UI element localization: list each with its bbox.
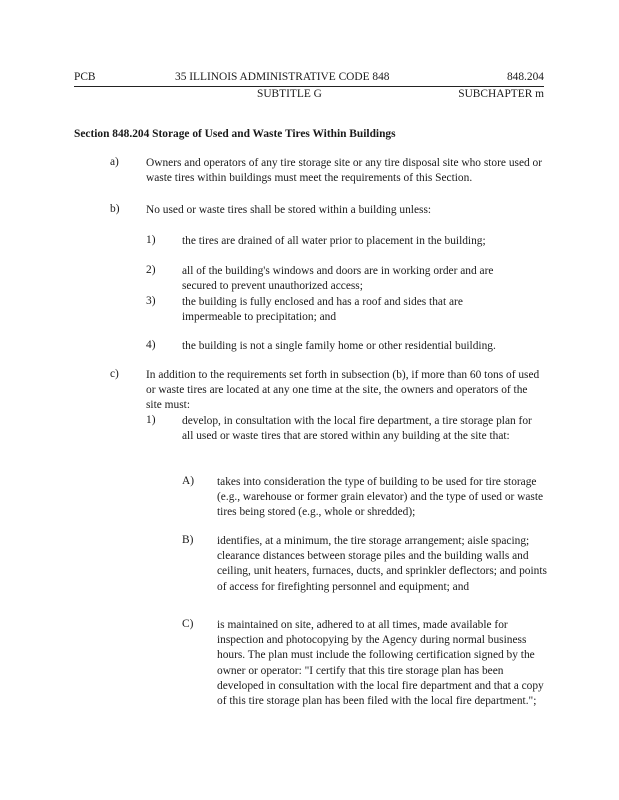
item-text: develop, in consultation with the local fire department, a tire storage plan for all used or waste tires that are stored within any building at the site that: [182,415,532,443]
item-label: 1) [146,414,156,426]
paragraph-text: Owners and operators of any tire storage site or any tire disposal site who store used or waste tires within buildings must meet the requirements of this Section. [146,157,543,185]
item-label: 1) [146,234,156,246]
paragraph-label: c) [110,368,119,380]
item-text: all of the building's windows and doors are in working order and are secured to prevent unauthorized access; [182,265,494,293]
running-header [74,71,544,85]
section-title: Section 848.204 Storage of Used and Waste Tires Within Buildings [74,128,396,140]
item-text: the building is fully enclosed and has a roof and sides that are impermeable to precipitation; and [182,296,463,324]
item-label: 3) [146,295,156,307]
subitem-label: B) [182,534,194,546]
paragraph-label: b) [110,203,120,215]
paragraph-text: No used or waste tires shall be stored within a building unless: [146,204,432,216]
running-subheader [74,88,544,102]
item-label: 2) [146,264,156,276]
header-right: 848.204 [506,71,544,83]
subitem-text: is maintained on site, adhered to at all times, made available for inspection and photocopying by the Agency during normal business hours. The plan must include the following certification signed by the owner or operator: "I certify that this tire storage plan has been developed in consultation with the local fire department and that a copy of this tire storage plan has been filed with the local fire department."; [217,619,544,708]
subitem-text: identifies, at a minimum, the tire storage arrangement; aisle spacing; clearance distances between storage piles and the building walls and ceiling, unit heaters, furnaces, ducts, and sprinkler deflectors; and points of access for firefighting personnel and equipment; and [217,535,547,593]
header-subchapter: SUBCHAPTER m [458,88,544,100]
item-text: the building is not a single family home or other residential building. [182,340,496,352]
header-left: PCB [74,71,96,83]
paragraph-text: In addition to the requirements set forth in subsection (b), if more than 60 tons of used or waste tires are located at any one time at the site, the owners and operators of the site must: [146,369,540,412]
subitem-text: takes into consideration the type of building to be used for tire storage (e.g., warehouse or former grain elevator) and the type of used or waste tires being stored (e.g., whole or shredded); [217,476,544,519]
subitem-label: C) [182,618,194,630]
header-center: 35 ILLINOIS ADMINISTRATIVE CODE 848 [175,71,390,83]
item-label: 4) [146,339,156,351]
subitem-label: A) [182,475,195,487]
paragraph-label: a) [110,156,119,168]
header-subtitle: SUBTITLE G [257,88,322,100]
header-rule [74,86,544,87]
item-text: the tires are drained of all water prior to placement in the building; [182,235,486,247]
